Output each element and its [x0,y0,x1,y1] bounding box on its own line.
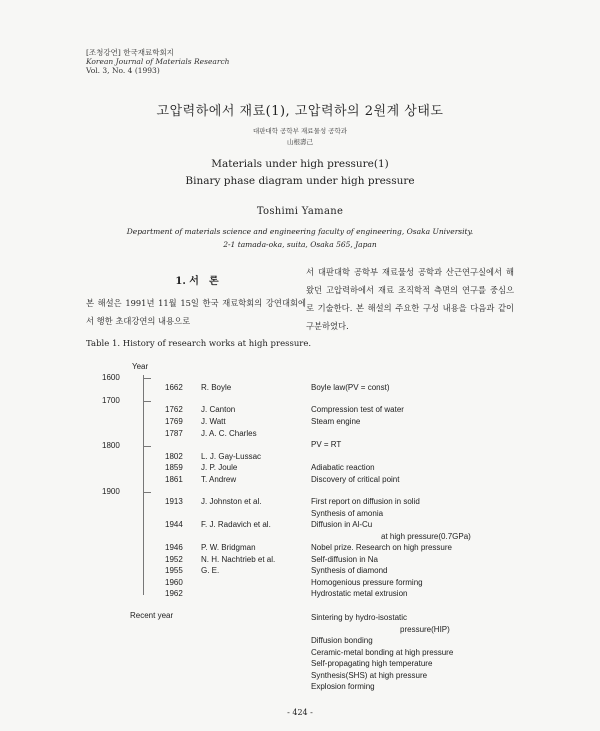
row-work: Nobel prize. Research on high pressure [311,543,452,552]
row-year: 1952 [165,555,183,564]
row-researcher: J. Canton [201,405,236,414]
century-label: 1700 [102,396,120,405]
row-year: 1962 [165,589,183,598]
row-year: 1787 [165,429,183,438]
intro-text-left: 본 해설은 1991년 11월 15일 한국 재료학회의 강연대회에서 행한 초대강연의 내용으로 [86,298,306,326]
century-label: 1600 [102,373,120,382]
row-year: 1802 [165,452,183,461]
journal-volume: Vol. 3, No. 4 (1993) [86,66,160,75]
row-work: Synthesis of amonia [311,509,384,518]
century-tick [143,378,151,379]
recent-work: Self-propagating high temperature [311,659,433,668]
row-work: Discovery of critical point [311,475,400,484]
row-year: 1769 [165,417,183,426]
recent-work: pressure(HIP) [400,625,450,634]
century-tick [143,446,151,447]
row-researcher: N. H. Nachtrieb et al. [201,555,276,564]
recent-year-label: Recent year [130,611,174,620]
century-tick [143,401,151,402]
journal-header [86,48,229,75]
journal-name: Korean Journal of Materials Research [86,57,230,66]
row-work: Boyle law(PV = const) [311,383,390,392]
century-label: 1800 [102,441,120,450]
department-line: Department of materials science and engineering faculty of engineering, Osaka University. [126,227,474,236]
english-title-line1: Materials under high pressure(1) [211,158,389,170]
row-year: 1960 [165,578,183,587]
address-line: 2-1 tamada-oka, suita, Osaka 565, Japan [223,240,377,249]
row-year: 1944 [165,520,183,529]
row-year: 1955 [165,566,183,575]
recent-work: Synthesis(SHS) at high pressure [311,671,428,680]
row-researcher: T. Andrew [201,475,237,484]
english-title [0,156,600,190]
row-work: First report on diffusion in solid [311,497,420,506]
intro-paragraph-left [86,294,306,330]
table-caption: Table 1. History of research works at high pressure. [86,339,312,349]
row-work: Homogenious pressure forming [311,578,423,587]
row-year: 1762 [165,405,183,414]
row-researcher: F. J. Radavich et al. [201,520,271,529]
row-work: at high pressure(0.7GPa) [381,532,471,541]
row-researcher: P. W. Bridgman [201,543,256,552]
author-name: Toshimi Yamane [256,206,344,217]
affiliation-line: 대판대학 공학부 재료물성 공학과 [252,127,348,135]
timeline-axis [143,375,144,595]
row-work: Diffusion in Al-Cu [311,520,373,529]
row-researcher: J. A. C. Charles [201,429,257,438]
row-year: 1859 [165,463,183,472]
century-label: 1900 [102,487,120,496]
korean-title: 고압력하에서 재료(1), 고압력하의 2원계 상태도 [156,104,444,119]
author-name-cjk: 山根壽己 [287,138,313,146]
section-heading: 1. 서 론 [175,276,219,287]
recent-work: Diffusion bonding [311,636,373,645]
page-number: - 424 - [287,708,313,717]
row-work: Synthesis of diamond [311,566,388,575]
recent-work: Ceramic-metal bonding at high pressure [311,648,454,657]
century-tick [143,492,151,493]
row-work: PV = RT [311,440,342,449]
row-year: 1861 [165,475,183,484]
department [0,225,600,251]
row-year: 1946 [165,543,183,552]
row-work: Steam engine [311,417,361,426]
year-column-label: Year [132,362,149,371]
row-work: Compression test of water [311,405,404,414]
row-researcher: L. J. Gay-Lussac [201,452,262,461]
journal-series: [조청강연] 한국재료학회지 [86,48,174,57]
row-researcher: R. Boyle [201,383,232,392]
english-title-line2: Binary phase diagram under high pressure [185,175,415,187]
row-researcher: J. P. Joule [201,463,238,472]
intro-paragraph-right [306,263,514,335]
intro-text-right: 서 대판대학 공학부 재료물성 공학과 산근연구실에서 해왔던 고압력하에서 재료 조직학적 측면의 연구를 중심으로 기술한다. 본 해설의 주요한 구성 내용을 다음과 같이 구분하였다. [306,267,514,331]
row-work: Adiabatic reaction [311,463,375,472]
row-researcher: J. Watt [201,417,226,426]
recent-work: Explosion forming [311,682,375,691]
recent-work: Sintering by hydro-isostatic [311,613,408,622]
row-year: 1662 [165,383,183,392]
row-work: Hydrostatic metal extrusion [311,589,408,598]
row-researcher: G. E. [201,566,220,575]
row-work: Self-diffusion in Na [311,555,378,564]
korean-affiliation [0,126,600,148]
row-researcher: J. Johnston et al. [201,497,262,506]
row-year: 1913 [165,497,183,506]
